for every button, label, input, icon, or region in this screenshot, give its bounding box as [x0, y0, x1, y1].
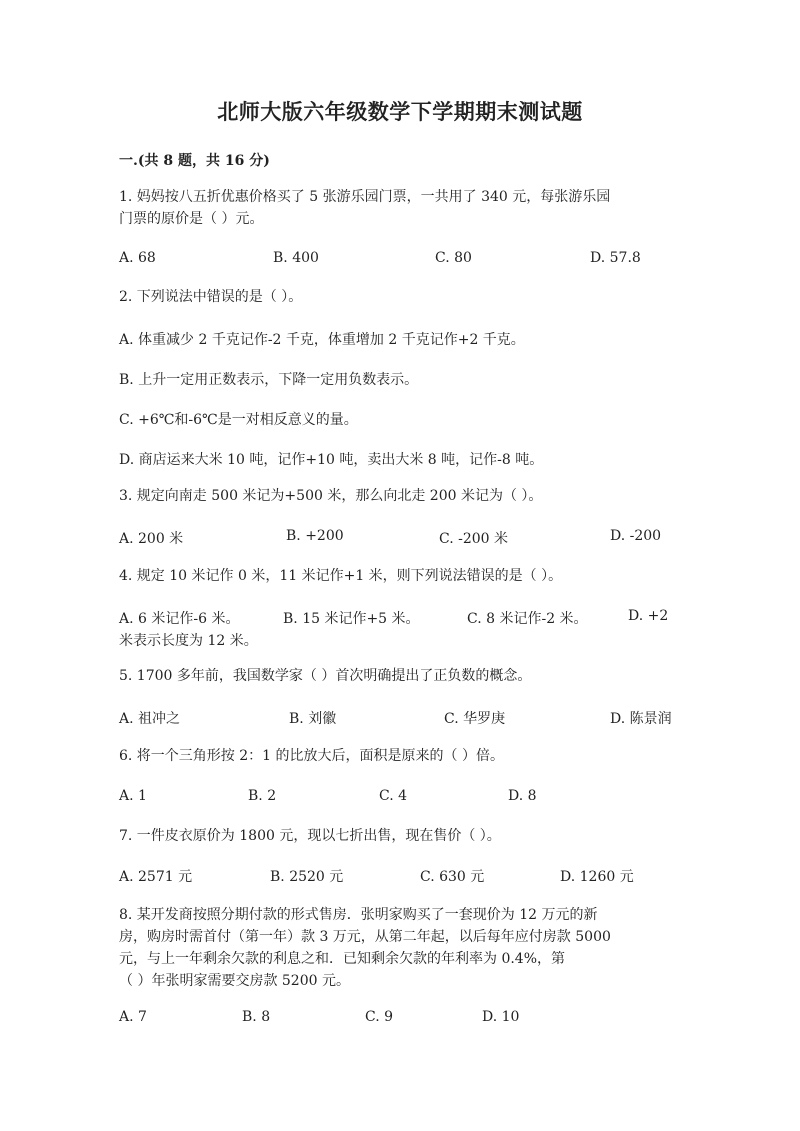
question-8-option-b: B. 8	[242, 1009, 271, 1025]
question-1-option-d: D. 57.8	[590, 250, 641, 266]
question-8-line-2: 房，购房时需首付（第一年）款 3 万元，从第二年起，以后每年应付房款 5000	[119, 929, 611, 945]
question-8-option-d: D. 10	[482, 1009, 520, 1025]
question-6-option-b: B. 2	[248, 788, 277, 804]
question-3-option-b: B. +200	[286, 528, 344, 544]
question-3-line-1: 3. 规定向南走 500 米记为+500 米，那么向北走 200 米记为（ ）。	[119, 488, 543, 504]
question-6-option-a: A. 1	[119, 788, 147, 804]
question-3-option-a: A. 200 米	[119, 531, 184, 547]
question-5-line-1: 5. 1700 多年前，我国数学家（ ）首次明确提出了正负数的概念。	[119, 668, 532, 684]
question-1-line-2: 门票的原价是（ ）元。	[119, 211, 264, 227]
question-1-option-a: A. 68	[119, 250, 156, 266]
page-title: 北师大版六年级数学下学期期末测试题	[217, 99, 583, 124]
question-7-option-d: D. 1260 元	[560, 869, 634, 885]
question-8-option-a: A. 7	[119, 1009, 147, 1025]
question-7-option-a: A. 2571 元	[119, 869, 193, 885]
question-5-option-d: D. 陈景润	[610, 711, 672, 727]
question-7-line-1: 7. 一件皮衣原价为 1800 元，现以七折出售，现在售价（ ）。	[119, 828, 501, 844]
question-7-option-b: B. 2520 元	[270, 869, 344, 885]
question-6-option-c: C. 4	[379, 788, 408, 804]
question-4-option-c: C. 8 米记作-2 米。	[467, 611, 588, 627]
question-4-option-d: D. +2	[628, 608, 669, 624]
question-2-option-c: C. +6℃和-6℃是一对相反意义的量。	[119, 412, 358, 428]
question-2-line-1: 2. 下列说法中错误的是（ ）。	[119, 289, 303, 305]
question-4-line-1: 4. 规定 10 米记作 0 米，11 米记作+1 米，则下列说法错误的是（ ）。	[119, 568, 563, 584]
question-4-option-b: B. 15 米记作+5 米。	[283, 611, 420, 627]
section-heading: 一.(共 8 题，共 16 分)	[119, 153, 270, 169]
question-8-line-3: 元，与上一年剩余欠款的利息之和．已知剩余欠款的年利率为 0.4%，第	[119, 951, 566, 967]
question-8-option-c: C. 9	[365, 1009, 394, 1025]
question-1-option-c: C. 80	[435, 250, 472, 266]
question-5-option-b: B. 刘徽	[289, 711, 337, 727]
question-5-option-a: A. 祖冲之	[119, 711, 181, 727]
question-8-line-1: 8. 某开发商按照分期付款的形式售房．张明家购买了一套现价为 12 万元的新	[119, 907, 598, 923]
question-4-option-a: A. 6 米记作-6 米。	[119, 611, 240, 627]
question-8-line-4: （ ）年张明家需要交房款 5200 元。	[119, 973, 350, 989]
question-1-line-1: 1. 妈妈按八五折优惠价格买了 5 张游乐园门票，一共用了 340 元，每张游乐园	[119, 189, 611, 205]
question-2-option-d: D. 商店运来大米 10 吨，记作+10 吨，卖出大米 8 吨，记作-8 吨。	[119, 452, 544, 468]
question-6-line-1: 6. 将一个三角形按 2：1 的比放大后，面积是原来的（ ）倍。	[119, 748, 504, 764]
question-3-option-c: C. -200 米	[439, 531, 509, 547]
question-2-option-a: A. 体重减少 2 千克记作-2 千克，体重增加 2 千克记作+2 千克。	[119, 332, 525, 348]
question-3-option-d: D. -200	[610, 528, 662, 544]
question-7-option-c: C. 630 元	[420, 869, 485, 885]
question-2-option-b: B. 上升一定用正数表示，下降一定用负数表示。	[119, 372, 419, 388]
question-4-option-d-continuation: 米表示长度为 12 米。	[119, 633, 258, 649]
question-1-option-b: B. 400	[273, 250, 319, 266]
question-6-option-d: D. 8	[508, 788, 537, 804]
question-5-option-c: C. 华罗庚	[444, 711, 506, 727]
